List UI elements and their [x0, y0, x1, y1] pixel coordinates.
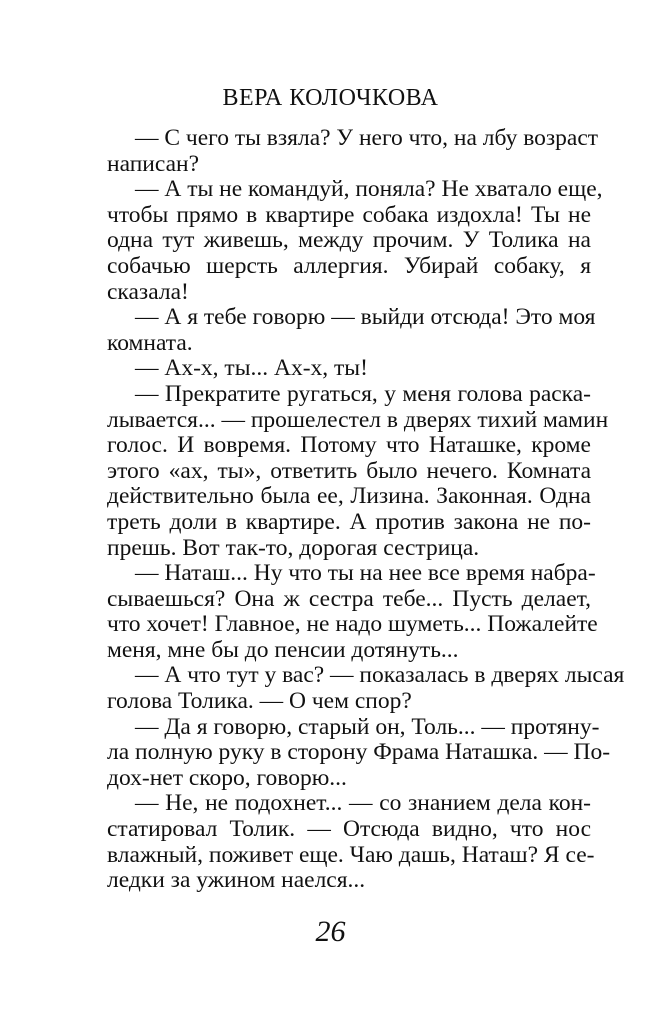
text-line: ла полную руку в сторону Фрама Наташка. — По- [107, 739, 611, 766]
text-line: — А я тебе говорю — выйди отсюда! Это моя [135, 304, 596, 331]
text-line: — Наташ... Ну что ты на нее все время набра- [135, 560, 596, 587]
text-line: — А что тут у вас? — показалась в дверях лысая [135, 662, 625, 689]
text-line: голос. И вовремя. Потому что Наташке, кроме [107, 432, 591, 459]
text-line: чтобы прямо в квартире собака издохла! Ты не [107, 201, 591, 228]
text-line: — Не, не подохнет... — со знанием дела кон- [135, 790, 591, 817]
text-line: голова Толика. — О чем спор? [107, 688, 412, 715]
text-line: сказала! [107, 278, 189, 305]
text-line: комната. [107, 329, 193, 356]
text-line: одна тут живешь, между прочим. У Толика на [107, 227, 591, 254]
text-line: влажный, поживет еще. Чаю дашь, Наташ? Я се- [107, 841, 595, 868]
text-line: — Да я говорю, старый он, Толь... — протяну- [135, 713, 600, 740]
text-line: — Ах-х, ты... Ах-х, ты! [135, 355, 368, 382]
page-number: 26 [315, 915, 346, 948]
text-line: дох-нет скоро, говорю... [107, 764, 347, 791]
running-header-author: ВЕРА КОЛОЧКОВА [222, 85, 439, 111]
text-line: этого «ах, ты», ответить было нечего. Комната [107, 457, 591, 484]
text-line: лывается... — прошелестел в дверях тихий мамин [107, 406, 609, 433]
text-line: статировал Толик. — Отсюда видно, что нос [107, 816, 591, 843]
body-text [107, 125, 625, 894]
text-line: меня, мне бы до пенсии дотянуть... [107, 636, 459, 663]
text-line: действительно была ее, Лизина. Законная. Одна [107, 483, 591, 510]
text-line: что хочет! Главное, не надо шуметь... Пожалейте [107, 611, 598, 638]
text-line: ледки за ужином наелся... [107, 867, 366, 894]
text-line: прешь. Вот так-то, дорогая сестрица. [107, 534, 480, 561]
text-line: — С чего ты взяла? У него что, на лбу возраст [135, 125, 599, 151]
text-line: — А ты не командуй, поняла? Не хватало еще, [135, 176, 603, 203]
text-line: написан? [107, 150, 200, 177]
text-line: — Прекратите ругаться, у меня голова раска- [135, 380, 591, 407]
text-line: собачью шерсть аллергия. Убирай собаку, я [107, 252, 591, 279]
text-line: треть доли в квартире. А против закона не по- [107, 508, 591, 535]
text-line: сываешься? Она ж сестра тебе... Пусть делает, [107, 585, 591, 612]
